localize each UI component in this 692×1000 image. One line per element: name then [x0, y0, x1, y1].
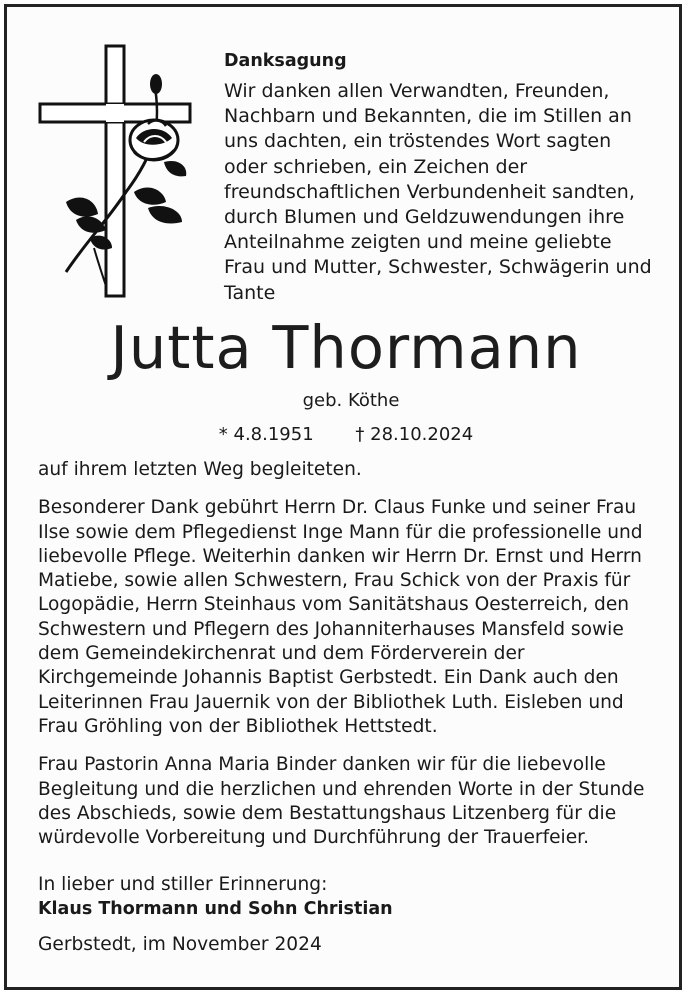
- birth-name: geb. Köthe: [302, 390, 400, 411]
- intro-text: Wir danken allen Verwandten, Freunden, Nachbarn und Bekannten, die im Stillen an uns dachten, ein tröstendes Wort sagten oder schrieben, ein Zeichen der freundschaftlichen Verbundenheit sandten, durch Blumen und Geldzuwendungen ihre Anteilnahme zeigten und meine geliebte Frau und Mutter, Schwester, Schwägerin und Tante: [224, 80, 652, 304]
- lead-line: auf ihrem letzten Weg begleiteten.: [38, 459, 362, 480]
- cross-with-rose-icon: [36, 42, 196, 302]
- body-text: [38, 458, 658, 850]
- closing-block: [38, 873, 658, 922]
- thanks-paragraph-2: Frau Pastorin Anna Maria Binder danken wir für die liebevolle Begleitung und die herzlichen und ehrenden Worte in der Stunde des Abschieds, sowie dem Bestattungshaus Litzenberg für die würdevolle Vorbereitung und Durchführung der Trauerfeier.: [38, 754, 645, 849]
- notice-heading: Danksagung: [224, 51, 347, 71]
- life-dates: [0, 422, 692, 448]
- header-block: [224, 49, 654, 306]
- closing-line: In lieber und stiller Erinnerung:: [38, 874, 328, 895]
- signers: Klaus Thormann und Sohn Christian: [38, 899, 393, 920]
- thanks-paragraph-1: Besonderer Dank gebührt Herrn Dr. Claus Funke und seiner Frau Ilse sowie dem Pflegedienst Inge Mann für die professionelle und liebevolle Pflege. Weiterhin danken wir Herrn Dr. Ernst und Herrn Matiebe, sowie allen Schwestern, Frau Schick von der Praxis für Logopädie, Herrn Steinhaus vom Sanitätshaus Oesterreich, den Schwestern und Pflegern des Johanniterhauses Mansfeld sowie dem Gemeindekirchenrat und dem Förderverein der Kirchgemeinde Johannis Baptist Gerbstedt. Ein Dank auch den Leiterinnen Frau Jauernik von der Bibliothek Luth. Eisleben und Frau Gröhling von der Bibliothek Hettstedt.: [38, 497, 643, 737]
- birth-date: * 4.8.1951: [218, 424, 314, 445]
- death-date: † 28.10.2024: [355, 424, 474, 445]
- deceased-name: Jutta Thormann: [110, 313, 582, 382]
- place-date: Gerbstedt, im November 2024: [38, 934, 322, 955]
